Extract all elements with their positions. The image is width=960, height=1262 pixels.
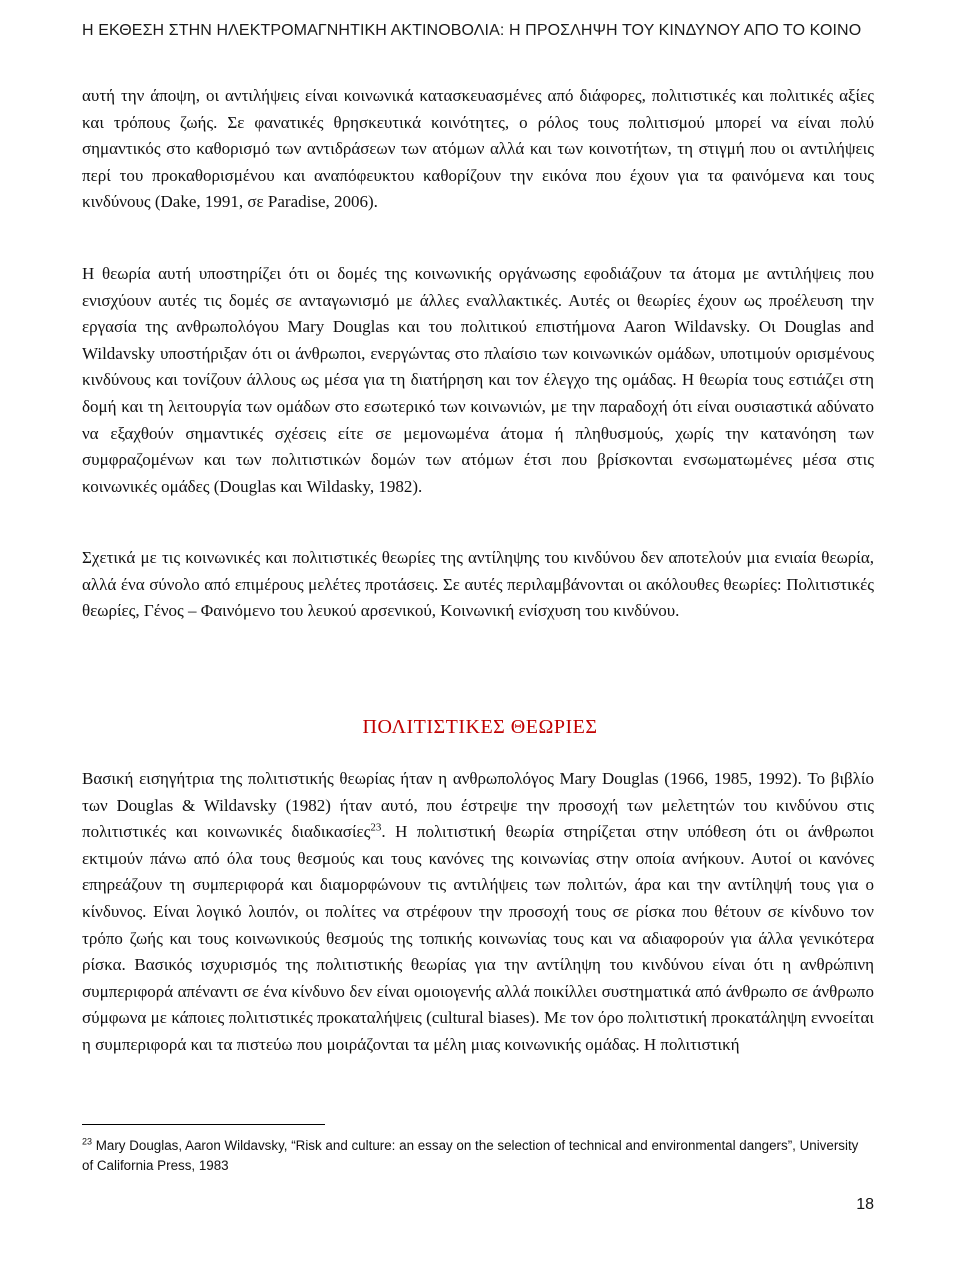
footnote-number: 23 [82, 1136, 93, 1147]
section-heading: ΠΟΛΙΤΙΣΤΙΚΕΣ ΘΕΩΡΙΕΣ [362, 716, 598, 738]
footnote-separator [82, 1124, 325, 1125]
paragraph-4-text-end: . Η πολιτιστική θεωρία στηρίζεται στην υπόθεση ότι οι άνθρωποι εκτιμούν πάνω από όλα τους θεσμούς και τους κανόνες της κοινωνίας στην οποία ανήκουν. Αυτοί οι κανόνες επηρεάζουν τη συμπεριφορά και διαμορφώνουν τις αντιλήψεις των πολιτών, άρα και την αντίληψή τους για ο κίνδυνος. Είναι λογικό λοιπόν, οι πολίτες να στρέφουν την προσοχή τους σε ρίσκα που θέτουν σε κίνδυνο τον τρόπο ζωής και τους κοινωνικούς θεσμούς της τοπικής κοινωνίας τους και να αδιαφορούν για άλλα γενικότερα ρίσκα. Βασικός ισχυρισμός της πολιτιστικής θεωρίας για την αντίληψη του κινδύνου είναι ότι η ανθρώπινη συμπεριφορά απέναντι σε ένα κίνδυνο δεν είναι ομοιογενής αλλά ποικίλλει συστηματικά από άνθρωπο σε άνθρωπο σύμφωνα με κάποιες πολιτιστικές προκαταλήψεις (cultural biases). Με τον όρο πολιτιστική προκατάληψη εννοείται η συμπεριφορά και τα πιστεύω που μοιράζονται τα μέλη μιας κοινωνικής ομάδας. Η πολιτιστική [82, 822, 874, 1054]
paragraph-2: Η θεωρία αυτή υποστηρίζει ότι οι δομές της κοινωνικής οργάνωσης εφοδιάζουν τα άτομα με αντιλήψεις που ενισχύουν αυτές τις δομές σε ανταγωνισμό με άλλες εναλλακτικές. Αυτές οι θεωρίες έχουν ως προέλευση την εργασία της ανθρωπολόγου Mary Douglas και του πολιτικού επιστήμονα Aaron Wildavsky. Οι Douglas and Wildavsky υποστήριξαν ότι οι άνθρωποι, ενεργώντας στο πλαίσιο των κοινωνικών ομάδων, υποτιμούν ορισμένους κινδύνους και τονίζουν άλλους ως μέσα για τη διατήρηση και τον έλεγχο της ομάδας. Η θεωρία τους εστιάζει στη δομή και τη λειτουργία των ομάδων στο εσωτερικό των κοινωνιών, με την παραδοχή ότι είναι ουσιαστικά αδύνατο να εξαχθούν σημαντικές σχέσεις είτε σε μεμονωμένα άτομα ή πληθυσμούς, χωρίς την κατανόηση των συμφραζομένων και των πολιτιστικών δομών των ατόμων έτσι που βρίσκονται ενσωματωμένες μέσα στις κοινωνικές ομάδες (Douglas και Wildasky, 1982). [82, 264, 874, 496]
footnote-text: Mary Douglas, Aaron Wildavsky, “Risk and culture: an essay on the selection of technical and environmental dangers”, University of California Press, 1983 [82, 1138, 859, 1173]
page-number: 18 [856, 1196, 874, 1213]
paragraph-3: Σχετικά με τις κοινωνικές και πολιτιστικές θεωρίες της αντίληψης του κινδύνου δεν αποτελούν μια ενιαία θεωρία, αλλά ένα σύνολο από επιμέρους μελέτες προτάσεις. Σε αυτές περιλαμβάνονται οι ακόλουθες θεωρίες: Πολιτιστικές θεωρίες, Γένος – Φαινόμενο του λευκού αρσενικού, Κοινωνική ενίσχυση του κινδύνου. [82, 548, 874, 621]
footnote-reference[interactable]: 23 [370, 821, 382, 834]
paragraph-4 [82, 766, 874, 1059]
running-header: Η ΕΚΘΕΣΗ ΣΤΗΝ ΗΛΕΚΤΡΟΜΑΓΝΗΤΙΚΗ ΑΚΤΙΝΟΒΟΛΙΑ: Η ΠΡΟΣΛΗΨΗ ΤΟΥ ΚΙΝΔΥΝΟΥ ΑΠΟ ΤΟ ΚΟΙΝΟ [82, 22, 862, 39]
paragraph-1: αυτή την άποψη, οι αντιλήψεις είναι κοινωνικά κατασκευασμένες από διάφορες, πολιτιστικές και πολιτικές αξίες και τρόπους ζωής. Σε φανατικές θρησκευτικά κοινότητες, ο ρόλος τους πολιτισμού μπορεί να είναι πολύ σημαντικός στο καθορισμό των αντιδράσεων των ατόμων αλλά και των κοινοτήτων, τη στιγμή που οι αντιλήψεις περί του προκαθορισμένου και αναπόφευκτου καθορίζουν την εικόνα που έχουν για τα φαινόμενα και τους κινδύνους (Dake, 1991, σε Paradise, 2006). [82, 86, 874, 212]
footnote [82, 1136, 872, 1176]
paragraph-4-text-start: Βασική εισηγήτρια της πολιτιστικής θεωρίας ήταν η ανθρωπολόγος Mary Douglas (1966, 1985, 1992). Το βιβλίο των Douglas & Wildavsky (1982) ήταν αυτό, που έστρεψε την προσοχή των μελετητών του κινδύνου στις πολιτιστικές και κοινωνικές διαδικασίες [82, 769, 874, 842]
